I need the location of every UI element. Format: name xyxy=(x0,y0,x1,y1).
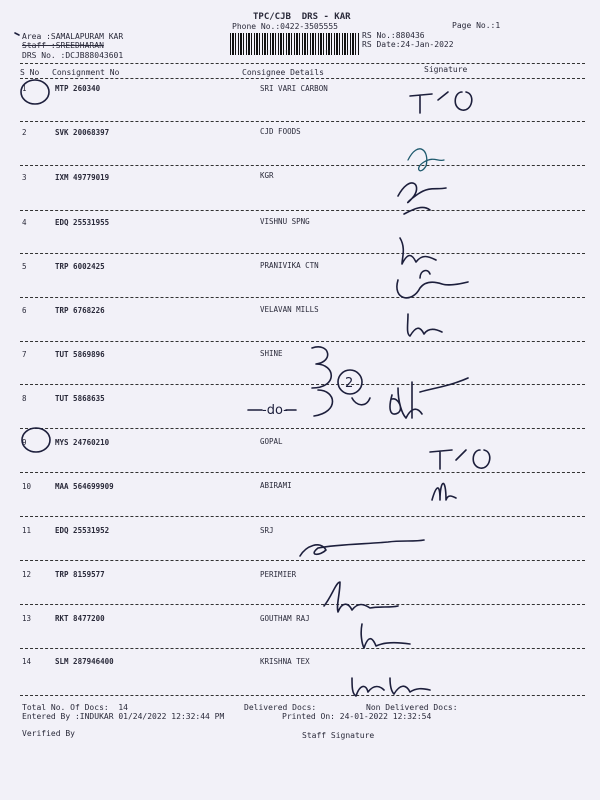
row-consignment-no: MYS 24760210 xyxy=(55,438,110,447)
row-consignment-no: TRP 6768226 xyxy=(55,306,105,315)
row-consignment-no: IXM 49779019 xyxy=(55,173,110,182)
row-consignee: KRISHNA TEX xyxy=(260,657,310,666)
row-consignee: CJD FOODS xyxy=(260,127,301,136)
row-divider xyxy=(20,253,585,254)
column-header-divider xyxy=(20,78,585,79)
row-10-signature xyxy=(432,483,456,500)
page-number: Page No.:1 xyxy=(452,21,501,30)
row-consignee: GOPAL xyxy=(260,437,283,446)
row-6-signature xyxy=(408,314,443,336)
row-sno: 10 xyxy=(22,482,32,491)
row-consignment-no: RKT 8477200 xyxy=(55,614,105,623)
total-docs: Total No. Of Docs: 14 xyxy=(22,703,128,712)
row-14-signature xyxy=(352,678,430,696)
row-sno: 2 xyxy=(22,128,27,137)
row-sno: 14 xyxy=(22,657,32,666)
row-12-signature xyxy=(324,582,398,612)
row-sno: 6 xyxy=(22,306,27,315)
row-consignee: SRI VARI CARBON xyxy=(260,84,328,93)
printed-on: Printed On: 24-01-2022 12:32:54 xyxy=(282,712,432,721)
row-sno: 13 xyxy=(22,614,32,623)
row-divider xyxy=(20,560,585,561)
row-consignment-no: TRP 6002425 xyxy=(55,262,105,271)
row-5-signature xyxy=(397,271,468,298)
row-2-signature xyxy=(408,149,444,171)
barcode xyxy=(230,33,360,55)
row-divider xyxy=(20,341,585,342)
row-consignment-no: MTP 260340 xyxy=(55,84,101,93)
staff-signature-label: Staff Signature xyxy=(302,731,375,740)
row-13-signature xyxy=(361,624,410,648)
row-consignee: VELAVAN MILLS xyxy=(260,305,319,314)
row-divider xyxy=(20,695,585,696)
row-consignee: PERIMIER xyxy=(260,570,297,579)
circle-two xyxy=(338,370,362,394)
column-header-consignee: Consignee Details xyxy=(242,68,324,77)
circle-two-tail xyxy=(352,398,370,405)
row-sno: 7 xyxy=(22,350,27,359)
bracket-stroke xyxy=(312,347,333,416)
row-consignment-no: MAA 564699909 xyxy=(55,482,114,491)
row-consignment-no: TUT 5868635 xyxy=(55,394,105,403)
row-consignee: ABIRAMI xyxy=(260,481,292,490)
entered-by: Entered By :INDUKAR 01/24/2022 12:32:44 PM xyxy=(22,712,225,721)
row-1-signature xyxy=(410,92,472,113)
row-sno: 12 xyxy=(22,570,32,579)
row-sno: 11 xyxy=(22,526,32,535)
column-header-signature: Signature xyxy=(424,65,468,74)
row-consignment-no: TUT 5869896 xyxy=(55,350,105,359)
row-divider xyxy=(20,384,585,385)
row-consignment-no: SLM 287946400 xyxy=(55,657,114,666)
circled-number: 2 xyxy=(345,376,354,391)
row-divider xyxy=(20,121,585,122)
row-divider xyxy=(20,165,585,166)
header-divider xyxy=(20,63,585,64)
row-sno: 5 xyxy=(22,262,27,271)
column-header-sno: S No xyxy=(20,68,40,77)
tick-mark xyxy=(15,33,19,35)
row-consignment-no: EDQ 25531955 xyxy=(55,218,110,227)
row-divider xyxy=(20,516,585,517)
area-field: Area :SAMALAPURAM KAR xyxy=(22,32,124,41)
row-9-signature xyxy=(430,450,490,469)
row-11-signature xyxy=(300,540,424,556)
rs-number: RS No.:880436 xyxy=(362,31,425,40)
row-consignment-no: SVK 20068397 xyxy=(55,128,110,137)
verified-by-label: Verified By xyxy=(22,729,75,738)
row-sno: 3 xyxy=(22,173,27,182)
rs-date: RS Date:24-Jan-2022 xyxy=(362,40,454,49)
row-sno: 8 xyxy=(22,394,27,403)
row-consignee: SRJ xyxy=(260,526,274,535)
row-divider xyxy=(20,648,585,649)
row-8-note: -do- xyxy=(262,403,288,418)
row-sno: 1 xyxy=(22,84,27,93)
drs-number: DRS No. :DCJB88043601 xyxy=(22,51,124,60)
delivered-docs: Delivered Docs: xyxy=(244,703,317,712)
row-consignment-no: EDQ 25531952 xyxy=(55,526,110,535)
staff-field: Staff :SREEDHARAN xyxy=(22,41,104,50)
row-consignment-no: TRP 8159577 xyxy=(55,570,105,579)
row-divider xyxy=(20,428,585,429)
column-header-consignment: Consignment No xyxy=(52,68,120,77)
row-consignee: PRANIVIKA CTN xyxy=(260,261,319,270)
row-sno: 9 xyxy=(22,438,27,447)
non-delivered-docs: Non Delivered Docs: xyxy=(366,703,458,712)
row-divider xyxy=(20,210,585,211)
row-consignee: VISHNU SPNG xyxy=(260,217,310,226)
phone-number: Phone No.:0422-3505555 xyxy=(232,22,338,31)
row-divider xyxy=(20,472,585,473)
row-divider xyxy=(20,604,585,605)
row-4-signature xyxy=(400,238,436,264)
row-sno: 4 xyxy=(22,218,27,227)
row-consignee: GOUTHAM RAJ xyxy=(260,614,310,623)
row-consignee: KGR xyxy=(260,171,274,180)
row-consignee: SHINE xyxy=(260,349,283,358)
row-divider xyxy=(20,297,585,298)
document-title: TPC/CJB DRS - KAR xyxy=(253,12,351,22)
